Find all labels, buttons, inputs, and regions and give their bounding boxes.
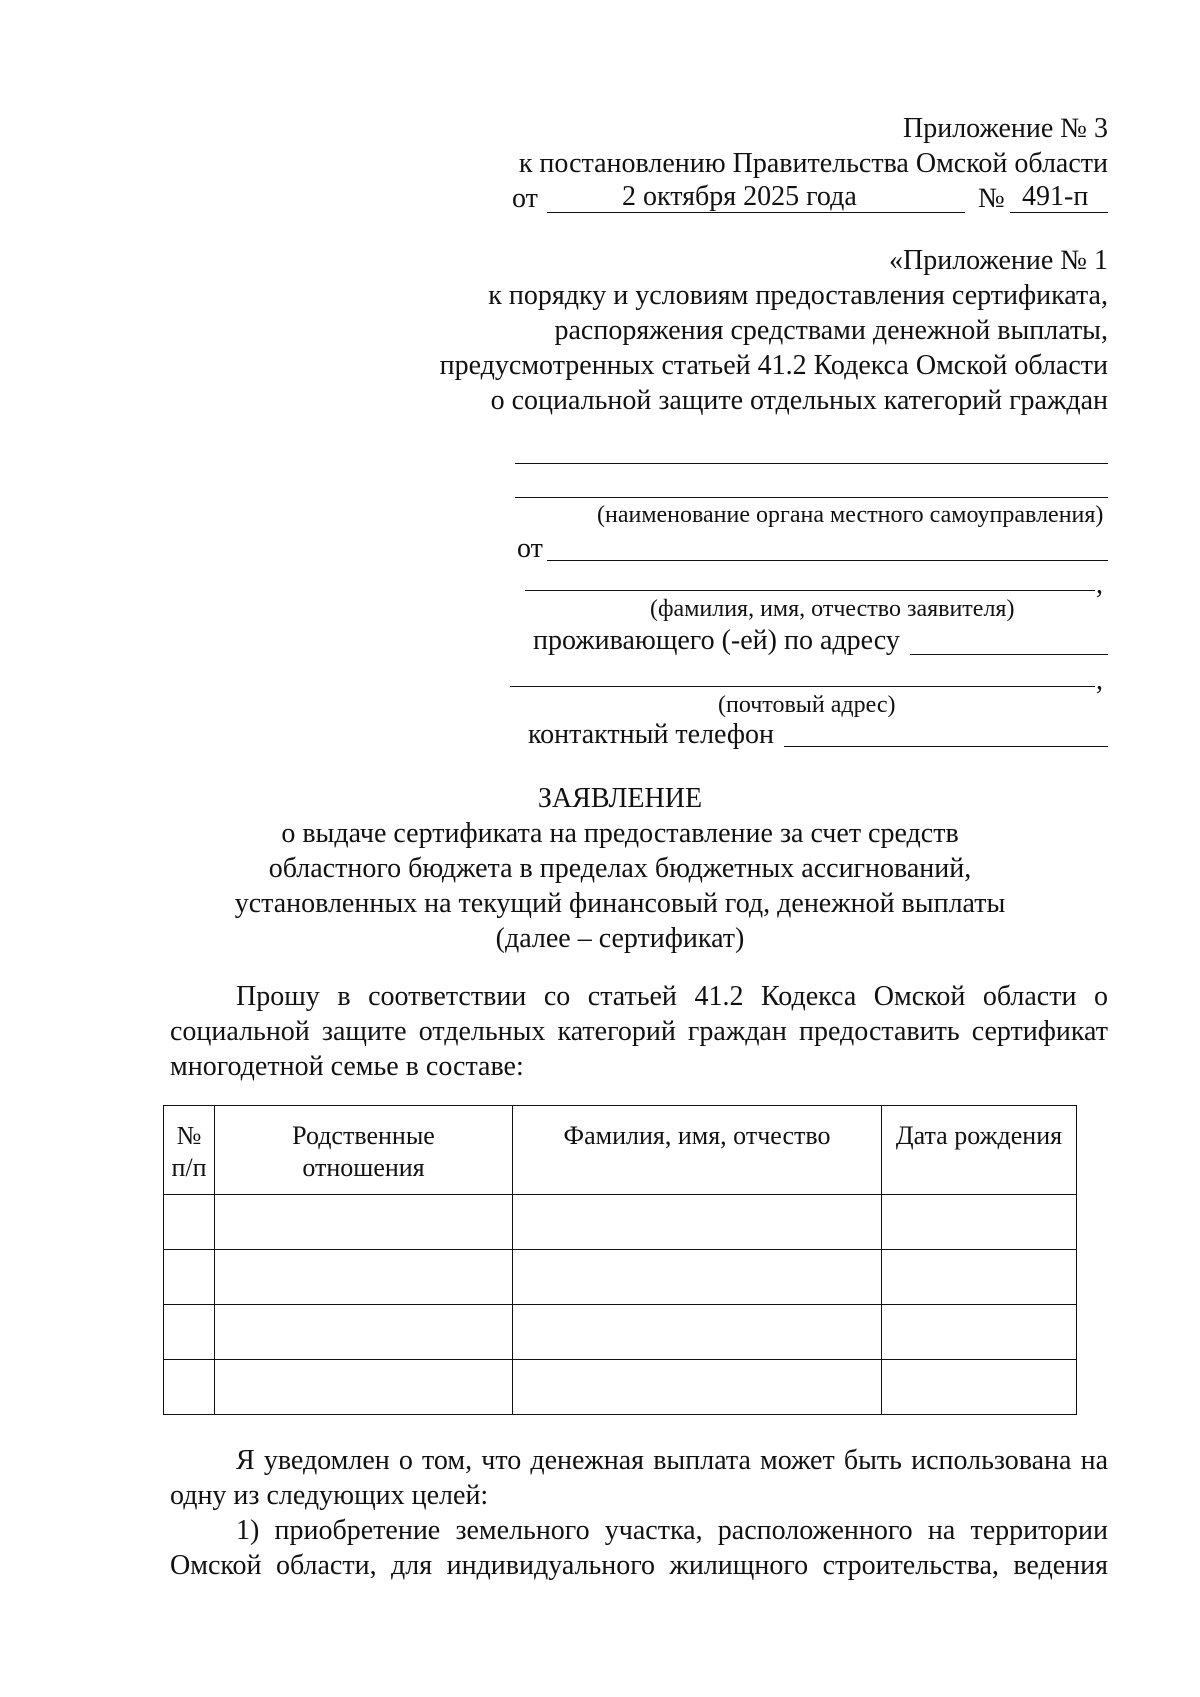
table-cell[interactable]: [164, 1305, 215, 1360]
col-number-header-line-1: №: [176, 1121, 202, 1150]
decree-from-label: от: [512, 183, 538, 214]
table-row: [164, 1305, 1077, 1360]
table-cell[interactable]: [882, 1305, 1077, 1360]
notice-item1-line-2: Омской области, для индивидуального жилищного строительства, ведения: [170, 1550, 1108, 1581]
phone-line: [784, 746, 1108, 747]
statement-subtitle-2: областного бюджета в пределах бюджетных ассигнований,: [268, 853, 972, 884]
col-relation-header-line-2: отношения: [302, 1153, 425, 1182]
phone-label: контактный телефон: [528, 719, 774, 750]
address-line-2: [510, 686, 1095, 687]
address-line-1: [910, 654, 1108, 655]
col-relation-header: [215, 1106, 513, 1195]
statement-subtitle-4: (далее – сертификат): [495, 923, 745, 954]
appendix-number: Приложение № 3: [903, 113, 1108, 144]
address-comma: ,: [1096, 665, 1103, 696]
col-birthdate-header: Дата рождения: [882, 1106, 1077, 1195]
decree-date: 2 октября 2025 года: [622, 181, 857, 212]
statement-subtitle-3: установленных на текущий финансовый год, денежной выплаты: [234, 888, 1006, 919]
org-name-line-1: [515, 463, 1108, 464]
table-row: [164, 1250, 1077, 1305]
address-label: проживающего (-ей) по адресу: [533, 625, 900, 656]
request-line-1: Прошу в соответствии со статьей 41.2 Кодекса Омской области о: [236, 981, 1108, 1012]
table-cell[interactable]: [164, 1195, 215, 1250]
applicant-name-hint: (фамилия, имя, отчество заявителя): [650, 596, 1015, 622]
applicant-name-line-1: [547, 560, 1108, 561]
statement-title: ЗАЯВЛЕНИЕ: [537, 783, 703, 814]
table-cell[interactable]: [882, 1250, 1077, 1305]
table-row: [164, 1360, 1077, 1415]
postal-address-hint: (почтовый адрес): [718, 692, 896, 718]
applicant-name-line-2: [525, 590, 1095, 591]
table-cell[interactable]: [513, 1250, 882, 1305]
col-number-header: [164, 1106, 215, 1195]
request-line-2: социальной защите отдельных категорий граждан предоставить сертификат: [170, 1016, 1108, 1047]
decree-number-label: №: [978, 183, 1005, 214]
col-relation-header-line-1: Родственные: [292, 1121, 435, 1150]
table-cell[interactable]: [513, 1195, 882, 1250]
sub-appendix-line-3: распоряжения средствами денежной выплаты,: [554, 315, 1108, 346]
notice-line-1: Я уведомлен о том, что денежная выплата может быть использована на: [236, 1445, 1108, 1476]
notice-line-2: одну из следующих целей:: [170, 1480, 489, 1511]
applicant-from-label: от: [517, 533, 543, 564]
applicant-name-comma: ,: [1096, 569, 1103, 600]
table-cell[interactable]: [882, 1360, 1077, 1415]
table-cell[interactable]: [215, 1250, 513, 1305]
notice-item1-line-1: 1) приобретение земельного участка, расположенного на территории: [236, 1515, 1108, 1546]
decree-number: 491-п: [1022, 181, 1089, 212]
table-cell[interactable]: [215, 1305, 513, 1360]
sub-appendix-line-5: о социальной защите отдельных категорий граждан: [490, 385, 1108, 416]
sub-appendix-line-2: к порядку и условиям предоставления сертификата,: [488, 280, 1108, 311]
sub-appendix-line-4: предусмотренных статьей 41.2 Кодекса Омской области: [439, 350, 1108, 381]
table-cell[interactable]: [164, 1250, 215, 1305]
col-number-header-line-2: п/п: [171, 1153, 207, 1182]
table-cell[interactable]: [164, 1360, 215, 1415]
table-cell[interactable]: [513, 1360, 882, 1415]
table-cell[interactable]: [215, 1360, 513, 1415]
org-name-line-2: [515, 497, 1108, 498]
table-cell[interactable]: [882, 1195, 1077, 1250]
table-header-row: [164, 1106, 1077, 1195]
org-name-hint: (наименование органа местного самоуправления): [597, 502, 1104, 528]
family-members-table: [163, 1105, 1077, 1415]
statement-subtitle-1: о выдаче сертификата на предоставление за счет средств: [281, 818, 959, 849]
table-cell[interactable]: [215, 1195, 513, 1250]
decree-reference: к постановлению Правительства Омской области: [518, 148, 1108, 179]
col-fullname-header: Фамилия, имя, отчество: [513, 1106, 882, 1195]
table-row: [164, 1195, 1077, 1250]
request-line-3: многодетной семье в составе:: [170, 1051, 524, 1082]
table-cell[interactable]: [513, 1305, 882, 1360]
sub-appendix-number: «Приложение № 1: [889, 245, 1108, 276]
